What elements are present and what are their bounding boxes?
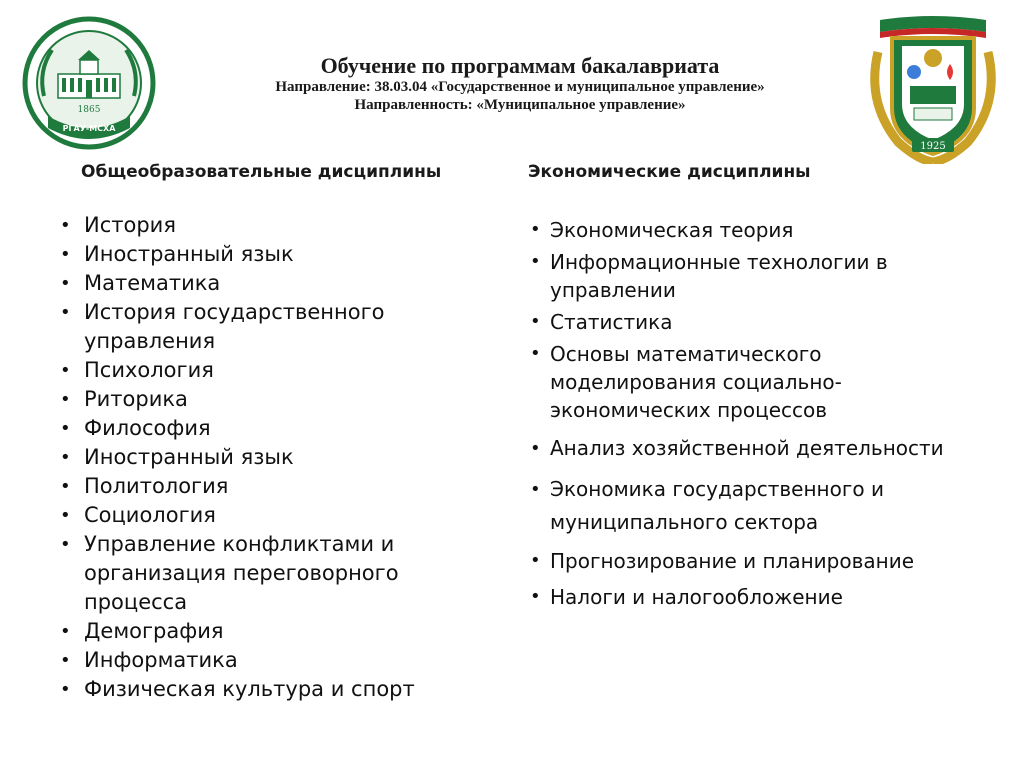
list-item: • Прогнозирование и планирование [530, 547, 990, 575]
list-item: • Психология [60, 356, 480, 385]
svg-text:1865: 1865 [77, 105, 101, 115]
list-item: • Философия [60, 414, 480, 443]
rgau-msha-logo [22, 16, 156, 150]
general-disciplines-list [60, 211, 480, 704]
faculty-emblem [858, 12, 1008, 164]
general-disciplines-heading: Общеобразовательные дисциплины [81, 162, 442, 182]
svg-text:1925: 1925 [920, 141, 946, 152]
list-item: • Риторика [60, 385, 480, 414]
list-item: • Физическая культура и спорт [60, 675, 480, 704]
list-item: • Экономическая теория [530, 216, 990, 244]
list-item: • Экономика государственного и муниципального сектора [530, 473, 990, 539]
economic-disciplines-heading: Экономические дисциплины [528, 162, 811, 182]
list-item: • Статистика [530, 308, 990, 336]
page-title: Обучение по программам бакалавриата [320, 53, 720, 78]
svg-text:РГАУ-МСХА: РГАУ-МСХА [62, 124, 116, 133]
economic-disciplines-list [530, 216, 990, 615]
list-item: • История [60, 211, 480, 240]
list-item: • Иностранный язык [60, 240, 480, 269]
list-item: • Информационные технологии в управлении [530, 248, 990, 304]
list-item: • Политология [60, 472, 480, 501]
list-item: • Управление конфликтами и организация переговорного процесса [60, 530, 480, 617]
list-item: • Анализ хозяйственной деятельности [530, 432, 990, 465]
list-item: • Налоги и налогообложение [530, 583, 990, 611]
list-item: • Иностранный язык [60, 443, 480, 472]
list-item: • Основы математического моделирования социально-экономических процессов [530, 340, 990, 424]
list-item: • История государственного управления [60, 298, 480, 356]
list-item: • Информатика [60, 646, 480, 675]
list-item: • Математика [60, 269, 480, 298]
program-direction: Направление: 38.03.04 «Государственное и муниципальное управление» [275, 79, 765, 95]
title-block [180, 54, 860, 114]
list-item: • Социология [60, 501, 480, 530]
list-item: • Демография [60, 617, 480, 646]
program-focus: Направленность: «Муниципальное управление» [354, 97, 686, 113]
